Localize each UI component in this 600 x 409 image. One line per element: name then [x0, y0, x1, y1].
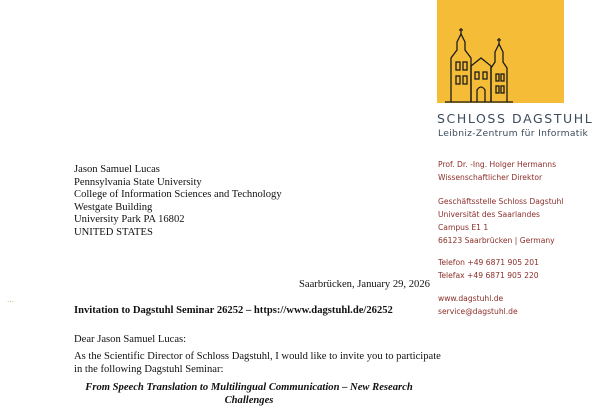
email-link[interactable]: service@dagstuhl.de — [438, 307, 518, 316]
fax-number: Telefax +49 6871 905 220 — [438, 271, 539, 280]
margin-mark: … — [7, 296, 14, 304]
office-line: 66123 Saarbrücken | Germany — [438, 236, 555, 245]
address-line: Pennsylvania State University — [74, 176, 202, 188]
office-line: Campus E1 1 — [438, 223, 489, 232]
address-line: University Park PA 16802 — [74, 214, 185, 225]
website-link[interactable]: www.dagstuhl.de — [438, 294, 504, 303]
org-subtitle: Leibniz-Zentrum für Informatik — [438, 128, 589, 139]
office-line: Universität des Saarlandes — [438, 210, 540, 219]
seminar-title: From Speech Translation to Multilingual Communication – New Research Challenges — [85, 382, 413, 406]
letter-greeting: Dear Jason Samuel Lucas: — [74, 334, 187, 345]
letter-paragraph: As the Scientific Director of Schloss Dagstuhl, I would like to invite you to participate in the following Dagstuhl Seminar: — [74, 351, 441, 375]
letter-date: Saarbrücken, January 29, 2026 — [299, 279, 430, 290]
org-name: SCHLOSS DAGSTUHL — [437, 111, 594, 126]
recipient-address — [74, 164, 282, 239]
office-line: Geschäftsstelle Schloss Dagstuhl — [438, 197, 564, 206]
address-line: College of Information Sciences and Technology — [74, 189, 282, 200]
castle-icon — [437, 14, 517, 104]
letter-subject: Invitation to Dagstuhl Seminar 26252 – https://www.dagstuhl.de/26252 — [74, 305, 393, 316]
phone-number: Telefon +49 6871 905 201 — [438, 258, 539, 267]
director-title: Wissenschaftlicher Direktor — [438, 173, 543, 182]
director-name: Prof. Dr. -Ing. Holger Hermanns — [438, 160, 557, 169]
address-line: Jason Samuel Lucas — [74, 164, 160, 175]
address-line: Westgate Building — [74, 201, 153, 213]
address-line: UNITED STATES — [74, 226, 153, 238]
